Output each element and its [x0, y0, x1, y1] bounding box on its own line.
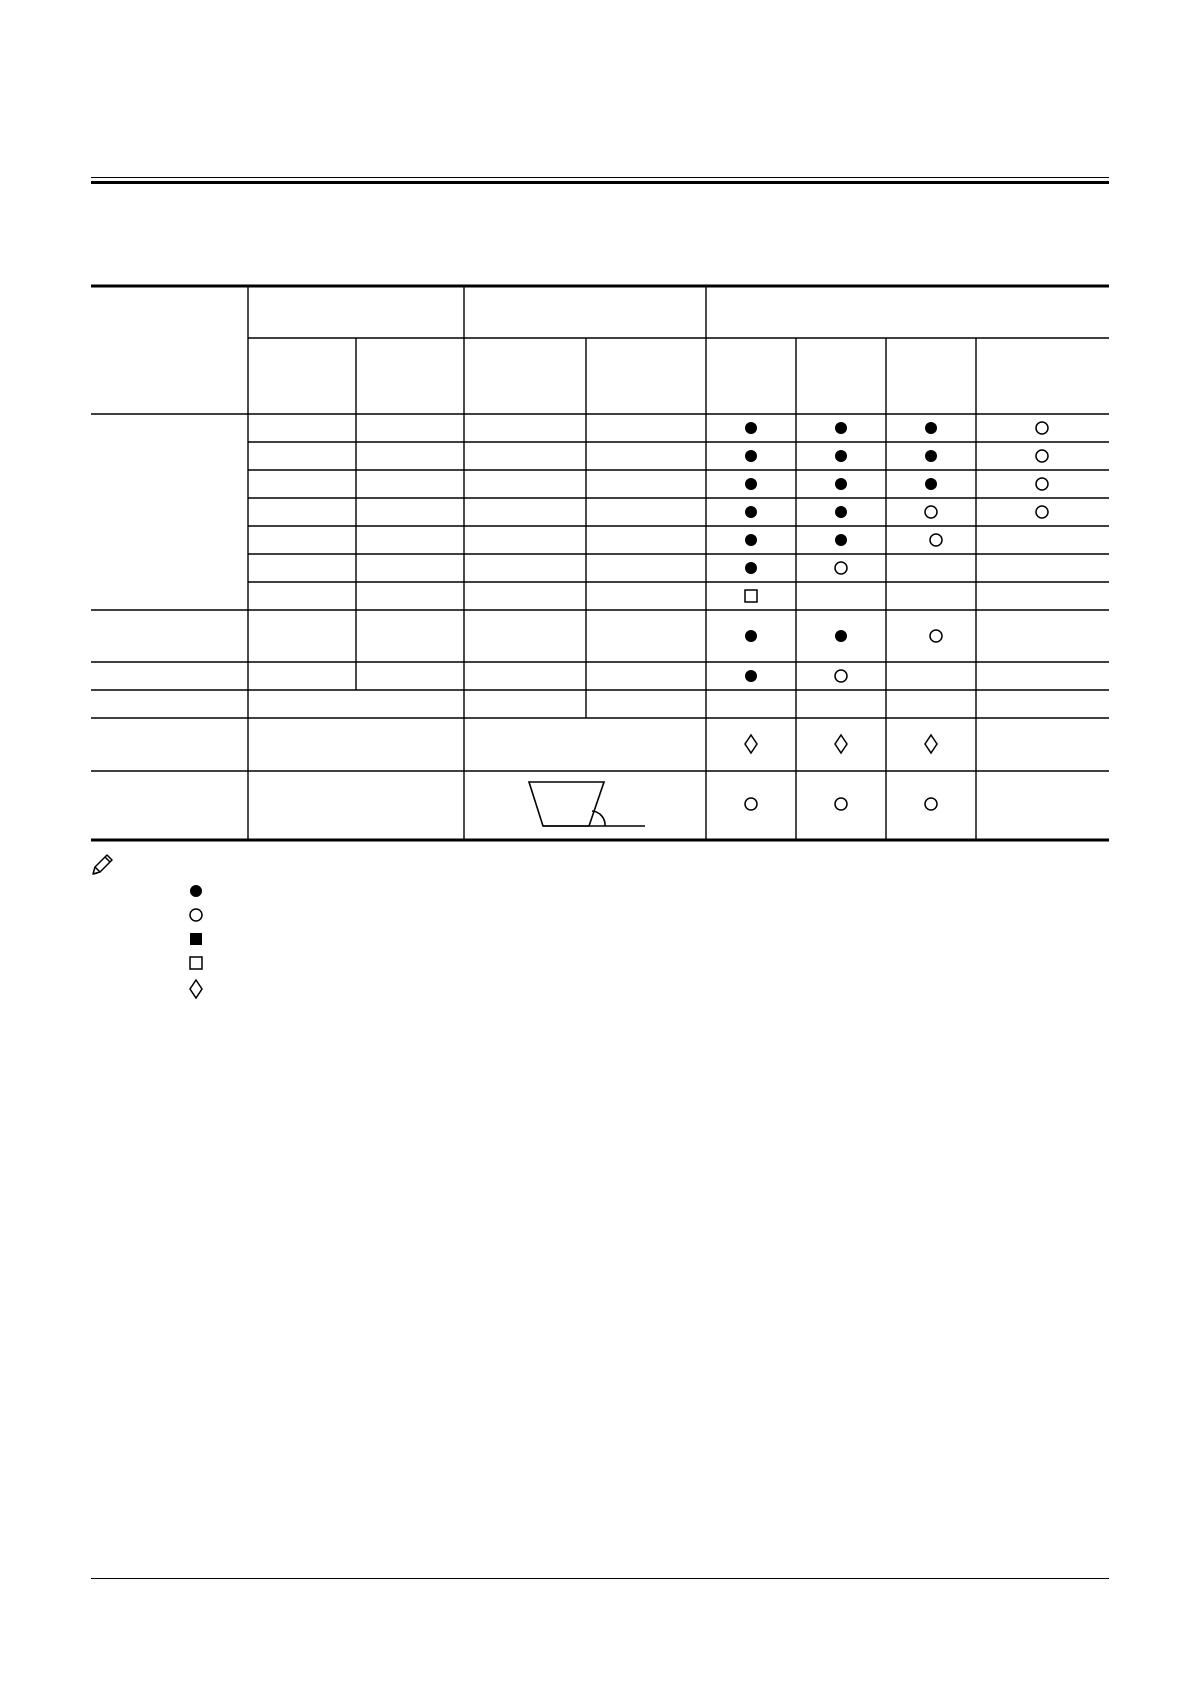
- filled-circle-symbol: [835, 478, 847, 490]
- filled-circle-symbol: [925, 422, 937, 434]
- filled-circle-symbol: [835, 450, 847, 462]
- filled-circle-symbol: [745, 670, 757, 682]
- table-symbols: [745, 422, 1048, 810]
- open-circle-symbol: [930, 534, 942, 546]
- pencil-icon: [90, 851, 116, 877]
- keystone-diagram: [529, 782, 645, 826]
- legend-filled-square: [190, 933, 202, 945]
- open-circle-symbol: [1036, 450, 1048, 462]
- filled-circle-symbol: [745, 422, 757, 434]
- open-circle-symbol: [835, 562, 847, 574]
- filled-circle-symbol: [745, 478, 757, 490]
- open-square-symbol: [745, 590, 757, 602]
- filled-circle-symbol: [745, 450, 757, 462]
- legend-open-diamond: [190, 980, 202, 998]
- filled-circle-symbol: [835, 422, 847, 434]
- filled-circle-symbol: [745, 534, 757, 546]
- open-circle-symbol: [925, 506, 937, 518]
- open-circle-symbol: [1036, 478, 1048, 490]
- filled-circle-symbol: [925, 478, 937, 490]
- filled-circle-symbol: [835, 630, 847, 642]
- filled-circle-symbol: [835, 506, 847, 518]
- footer-rule: [91, 1578, 1109, 1579]
- legend-symbols: [190, 885, 202, 998]
- open-circle-symbol: [745, 798, 757, 810]
- filled-circle-symbol: [745, 630, 757, 642]
- table-grid: [91, 286, 1109, 840]
- filled-circle-symbol: [745, 562, 757, 574]
- open-circle-symbol: [930, 630, 942, 642]
- filled-circle-symbol: [925, 450, 937, 462]
- open-diamond-symbol: [745, 735, 757, 753]
- open-circle-symbol: [835, 798, 847, 810]
- open-circle-symbol: [1036, 422, 1048, 434]
- open-diamond-symbol: [925, 735, 937, 753]
- legend-filled-circle: [190, 885, 202, 897]
- open-circle-symbol: [1036, 506, 1048, 518]
- open-diamond-symbol: [835, 735, 847, 753]
- legend-open-circle: [190, 909, 202, 921]
- open-circle-symbol: [925, 798, 937, 810]
- filled-circle-symbol: [745, 506, 757, 518]
- legend-open-square: [190, 957, 202, 969]
- filled-circle-symbol: [835, 534, 847, 546]
- open-circle-symbol: [835, 670, 847, 682]
